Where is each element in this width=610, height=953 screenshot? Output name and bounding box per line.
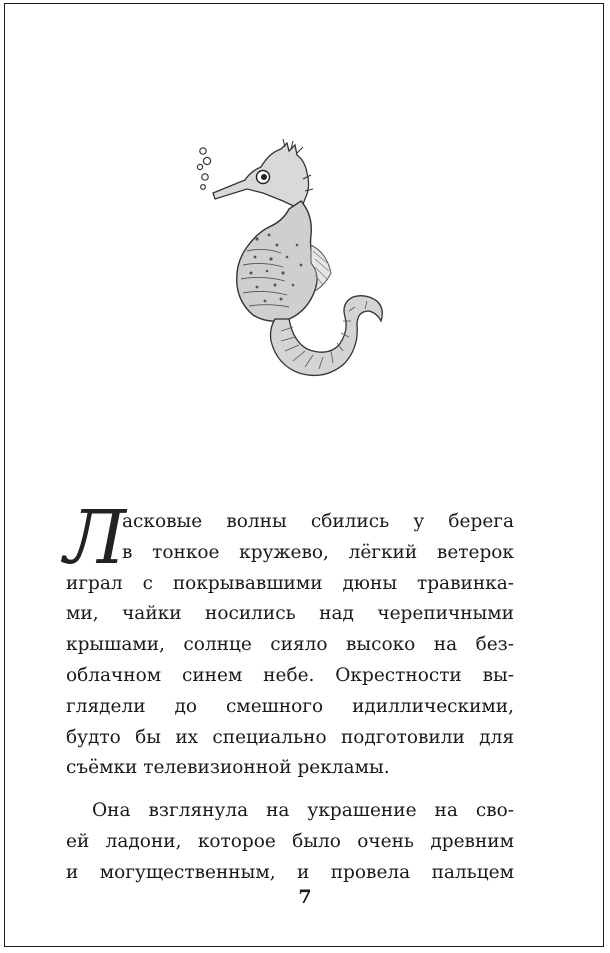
text-line: облачном синем небе. Окрестности вы-: [66, 664, 514, 686]
bubble-icon: [197, 164, 202, 169]
text-line: съёмки телевизионной рекламы.: [66, 757, 390, 779]
bubble-icon: [202, 174, 208, 180]
text-line: и могущественным, и провела пальцем: [66, 861, 514, 883]
text-line: будто бы их специально подготовили для: [66, 726, 514, 748]
text-line: ми, чайки носились над черепичными: [66, 603, 514, 625]
bubble-icon: [200, 148, 206, 154]
page-number: 7: [298, 886, 312, 908]
seahorse-illustration: [185, 135, 400, 395]
text-line: в тонкое кружево, лёгкий ветерок: [122, 541, 514, 563]
text-line: асковые волны сбились у берега: [122, 511, 514, 532]
text-line: глядели до смешного идиллическими,: [66, 695, 514, 717]
text-line: крышами, солнце сияло высоко на без-: [66, 634, 514, 656]
paragraph-gap: [66, 784, 514, 796]
bubble-icon: [201, 185, 206, 190]
bubble-icon: [203, 157, 210, 164]
text-line: играл с покрывавшими дюны травинка-: [66, 572, 514, 594]
drop-cap: Л: [64, 495, 124, 581]
text-line: Она взглянула на украшение на сво-: [92, 800, 514, 822]
text-line: ей ладони, которое было очень древним: [66, 830, 514, 852]
body-text: [64, 495, 514, 889]
